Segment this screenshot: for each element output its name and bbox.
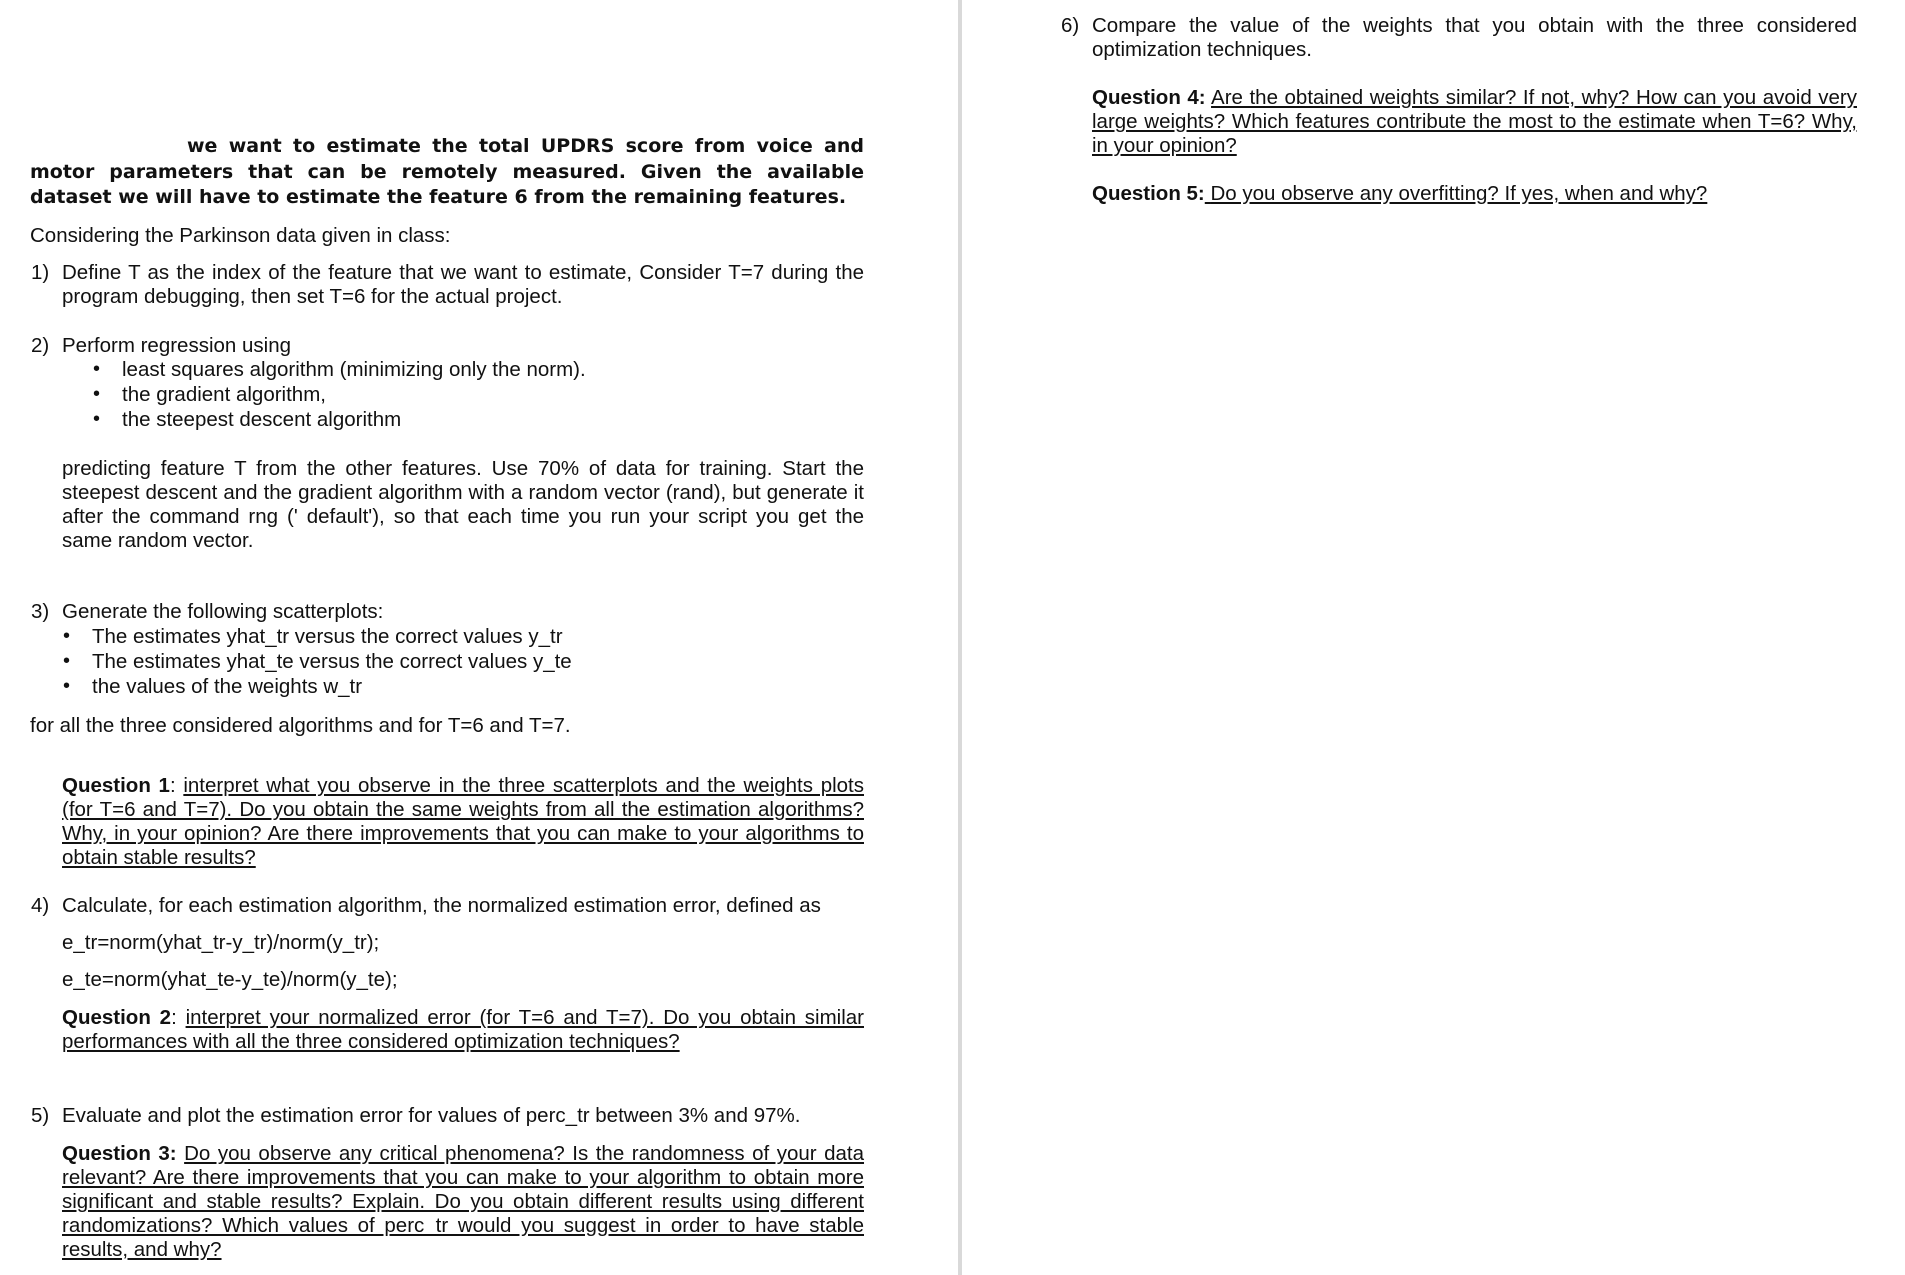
question-1: Question 1: interpret what you observe in the three scatterplots and the weights plots (for T=6 and T=7). Do you obtain the same weights from all the estimation algorithms? Why, in your opinion? Are there improvements that you can make to your algorithms to obtain stable results? bbox=[62, 774, 864, 869]
question-2: Question 2: interpret your normalized error (for T=6 and T=7). Do you obtain similar performances with all the three considered optimization techniques? bbox=[62, 1006, 864, 1053]
question-5 bbox=[1092, 182, 1857, 206]
question-label: Question 5: bbox=[1092, 182, 1205, 205]
intro-paragraph bbox=[30, 134, 864, 211]
bullet-icon: • bbox=[63, 650, 71, 672]
item-2-title: Perform regression using bbox=[62, 334, 292, 357]
item-3-footer: for all the three considered algorithms and for T=6 and T=7. bbox=[30, 714, 571, 737]
item-1-text: Define T as the index of the feature that we want to estimate, Consider T=7 during the program debugging, then set T=6 for the actual project. bbox=[62, 261, 864, 308]
item-3-title: Generate the following scatterplots: bbox=[62, 600, 384, 623]
list-item: • least squares algorithm (minimizing only the norm). bbox=[93, 358, 586, 381]
item-number: 1) bbox=[31, 261, 50, 284]
question-label: Question 4: bbox=[1092, 86, 1206, 109]
item-number: 2) bbox=[31, 334, 50, 357]
right-page bbox=[962, 0, 1905, 1275]
list-item: • the steepest descent algorithm bbox=[93, 408, 402, 431]
list-item: • the gradient algorithm, bbox=[93, 383, 326, 406]
bullet-icon: • bbox=[93, 383, 101, 405]
question-4 bbox=[1092, 86, 1857, 158]
bullet-icon: • bbox=[93, 408, 101, 430]
list-item: • the values of the weights w_tr bbox=[63, 675, 363, 698]
intro-text: we want to estimate the total UPDRS score from voice and motor parameters that can be remotely measured. Given the available dataset we will have to estimate the feature 6 from the remaining features. bbox=[30, 135, 864, 208]
item-1 bbox=[31, 261, 864, 309]
item-number: 5) bbox=[31, 1104, 50, 1127]
item-4-title: Calculate, for each estimation algorithm, the normalized estimation error, defined as bbox=[62, 894, 821, 917]
question-3 bbox=[62, 1142, 864, 1262]
bullet-icon: • bbox=[63, 675, 71, 697]
item-number: 6) bbox=[1061, 14, 1080, 37]
item-2-bullet-list bbox=[92, 357, 792, 432]
question-text: interpret what you observe in the three scatterplots and the weights plots (for T=6 and T=7). Do you obtain the same weights from all the estimation algorithms? Why, in your opinion? Are there improvements that you can make to your algorithms to obtain stable results? bbox=[62, 774, 864, 869]
list-item: • The estimates yhat_te versus the correct values y_te bbox=[63, 650, 572, 673]
item-4 bbox=[31, 894, 864, 918]
formula-train-error: e_tr=norm(yhat_tr-y_tr)/norm(y_tr); bbox=[62, 931, 380, 954]
list-item: • The estimates yhat_tr versus the correct values y_tr bbox=[63, 625, 563, 648]
question-text: interpret your normalized error (for T=6 and T=7). Do you obtain similar performances with all the three considered optimization techniques? bbox=[62, 1006, 864, 1053]
bullet-icon: • bbox=[93, 358, 101, 380]
context-line: Considering the Parkinson data given in class: bbox=[30, 224, 451, 247]
item-2-paragraph: predicting feature T from the other features. Use 70% of data for training. Start the steepest descent and the gradient algorithm with a random vector (rand), but generate it after the command rng (' default'), so that each time you run your script you get the same random vector. bbox=[62, 457, 864, 552]
item-5-text: Evaluate and plot the estimation error for values of perc_tr between 3% and 97%. bbox=[62, 1104, 801, 1127]
item-3 bbox=[31, 600, 864, 624]
question-text: Are the obtained weights similar? If not, why? How can you avoid very large weights? Which features contribute the most to the estimate when T=6? Why, in your opinion? bbox=[1092, 86, 1857, 157]
question-label: Question 1 bbox=[62, 774, 170, 797]
item-2 bbox=[31, 334, 864, 358]
formula-test-error: e_te=norm(yhat_te-y_te)/norm(y_te); bbox=[62, 968, 398, 991]
question-label: Question 3: bbox=[62, 1142, 177, 1165]
question-text: Do you observe any overfitting? If yes, when and why? bbox=[1210, 182, 1708, 205]
question-text: Do you observe any critical phenomena? Is the randomness of your data relevant? Are there improvements that you can make to your algorithm to obtain more significant and stable results? Explain. Do you obtain different results using different randomizations? Which values of perc_tr would you suggest in order to have stable results, and why? bbox=[62, 1142, 865, 1261]
bullet-icon: • bbox=[63, 625, 71, 647]
item-number: 3) bbox=[31, 600, 50, 623]
item-5 bbox=[31, 1104, 864, 1128]
item-6-text: Compare the value of the weights that you obtain with the three considered optimization techniques. bbox=[1092, 14, 1857, 61]
question-label: Question 2 bbox=[62, 1006, 172, 1029]
item-number: 4) bbox=[31, 894, 50, 917]
item-3-bullet-list bbox=[62, 624, 822, 699]
item-6 bbox=[1061, 14, 1857, 62]
